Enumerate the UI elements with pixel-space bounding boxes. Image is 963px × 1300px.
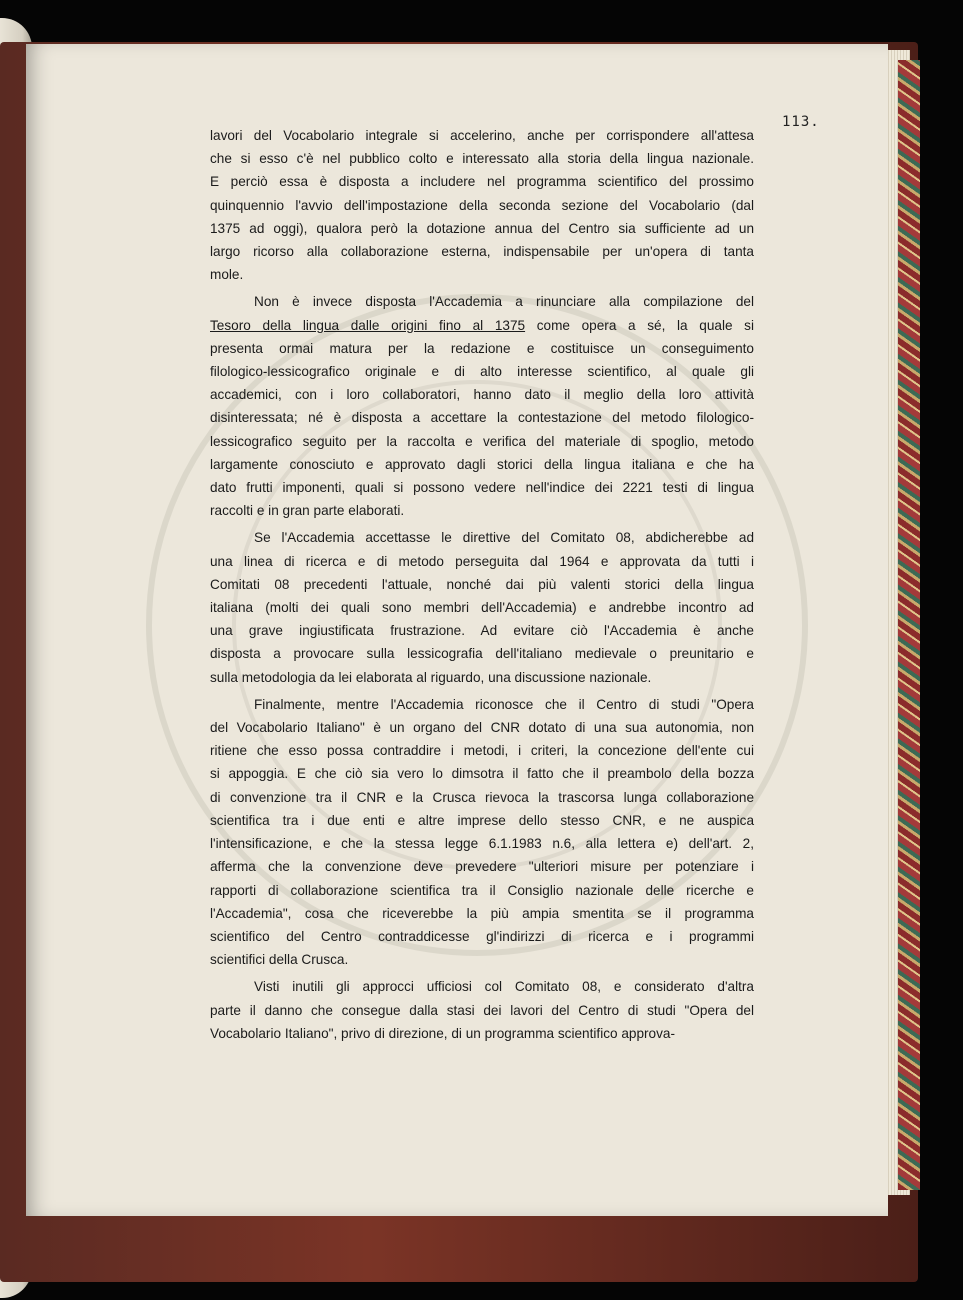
text-line: filologico-lessicografico originale e di alto interesse scientifico, al quale gli bbox=[210, 364, 754, 380]
paragraph bbox=[210, 124, 754, 286]
text-line: mole. bbox=[210, 267, 244, 283]
text-line: una grave ingiustificata frustrazione. Ad evitare ciò l'Accademia è anche bbox=[210, 623, 754, 639]
text-line: che si esso c'è nel pubblico colto e interessato alla storia della lingua nazionale. bbox=[210, 151, 754, 167]
text-line: 1375 ad oggi), qualora però la dotazione annua del Centro sia sufficiente ad un bbox=[210, 220, 754, 236]
text-line: si appoggia. E che ciò sia vero lo dimsotra il fatto che il preambolo della bozza bbox=[210, 766, 754, 782]
text-line: ritiene che esso possa contraddire i metodi, i criteri, la concezione dell'ente cui bbox=[210, 743, 754, 759]
text-line: Tesoro della lingua dalle origini fino al 1375 come opera a sé, la quale si bbox=[210, 317, 754, 333]
text-line: lavori del Vocabolario integrale si accelerino, anche per corrispondere all'attesa bbox=[210, 128, 754, 143]
underlined-title: Tesoro della lingua dalle origini fino al 1375 bbox=[210, 317, 526, 333]
text-line: quinquennio l'avvio dell'impostazione della seconda sezione del Vocabolario (dal bbox=[210, 197, 754, 213]
text-line: Visti inutili gli approcci ufficiosi col Comitato 08, e considerato d'altra bbox=[254, 979, 754, 995]
marbled-edge bbox=[898, 60, 920, 1190]
text-line: Vocabolario Italiano", privo di direzione, di un programma scientifico approva- bbox=[210, 1025, 675, 1041]
text-line: lessicografico seguito per la raccolta e verifica del materiale di spoglio, metodo bbox=[210, 433, 754, 449]
text-line: afferma che la convenzione deve prevedere "ulteriori misure per potenziare i bbox=[210, 859, 754, 875]
paragraph bbox=[210, 975, 754, 1045]
text-line: del Vocabolario Italiano" è un organo del CNR dotato di una sua autonomia, non bbox=[210, 720, 754, 736]
text-line: di convenzione tra il CNR e la Crusca rievoca la trascorsa lunga collaborazione bbox=[210, 789, 754, 805]
text-line: disinteressata; né è disposta a accettare la contestazione del metodo filologico- bbox=[210, 410, 754, 426]
page-number: 113. bbox=[782, 114, 820, 130]
paragraph bbox=[210, 526, 754, 688]
text-line: disposta a provocare sulla lessicografia dell'italiano medievale o preunitario e bbox=[210, 646, 754, 662]
text-line: presenta ormai matura per la redazione e costituisce un conseguimento bbox=[210, 340, 754, 356]
text-line: l'Accademia", cosa che riceverebbe la più ampia smentita se il programma bbox=[210, 905, 754, 921]
text-line: dato frutti imponenti, quali si possono vedere nell'indice dei 2221 testi di lingua bbox=[210, 480, 754, 496]
paragraph bbox=[210, 290, 754, 522]
body-text bbox=[210, 124, 754, 1045]
text-line: una linea di ricerca e di metodo perseguita dal 1964 e approvata da tutti i bbox=[210, 553, 754, 569]
text-line: rapporti di collaborazione scientifica tra il Consiglio nazionale delle ricerche e bbox=[210, 882, 754, 898]
text-line: Se l'Accademia accettasse le direttive del Comitato 08, abdicherebbe ad bbox=[254, 530, 754, 546]
text-line: Finalmente, mentre l'Accademia riconosce che il Centro di studi "Opera bbox=[254, 696, 754, 712]
text-line: italiana (molti dei quali sono membri dell'Accademia) e andrebbe incontro ad bbox=[210, 600, 754, 616]
text-line: sulla metodologia da lei elaborata al riguardo, una discussione nazionale. bbox=[210, 669, 652, 685]
text-line: scientifici della Crusca. bbox=[210, 952, 349, 968]
text-line: Comitati 08 precedenti l'attuale, nonché dai più valenti storici della lingua bbox=[210, 576, 754, 592]
text-line: largo ricorso alla collaborazione esterna, indispensabile per un'opera di tanta bbox=[210, 244, 754, 260]
text-line: parte il danno che consegue dalla stasi dei lavori del Centro di studi "Opera del bbox=[210, 1002, 754, 1018]
text-line: accademici, con i loro collaboratori, hanno dato il meglio della loro attività bbox=[210, 387, 754, 403]
text-line: l'intensificazione, e che la stessa legge 6.1.1983 n.6, alla lettera e) dell'art. 2, bbox=[210, 836, 754, 852]
text-line: Non è invece disposta l'Accademia a rinunciare alla compilazione del bbox=[254, 294, 754, 310]
text-line: largamente conosciuto e approvato dagli storici della lingua italiana e che ha bbox=[210, 456, 754, 472]
text-line: scientifico del Centro contraddicesse gl'indirizzi di ricerca e i programmi bbox=[210, 928, 754, 944]
text-line: scientifica tra i due enti e altre imprese dello stesso CNR, e ne auspica bbox=[210, 812, 754, 828]
paragraph bbox=[210, 693, 754, 971]
text-line: E perciò essa è disposta a includere nel programma scientifico del prossimo bbox=[210, 174, 754, 190]
text-line: raccolti e in gran parte elaborati. bbox=[210, 503, 405, 519]
